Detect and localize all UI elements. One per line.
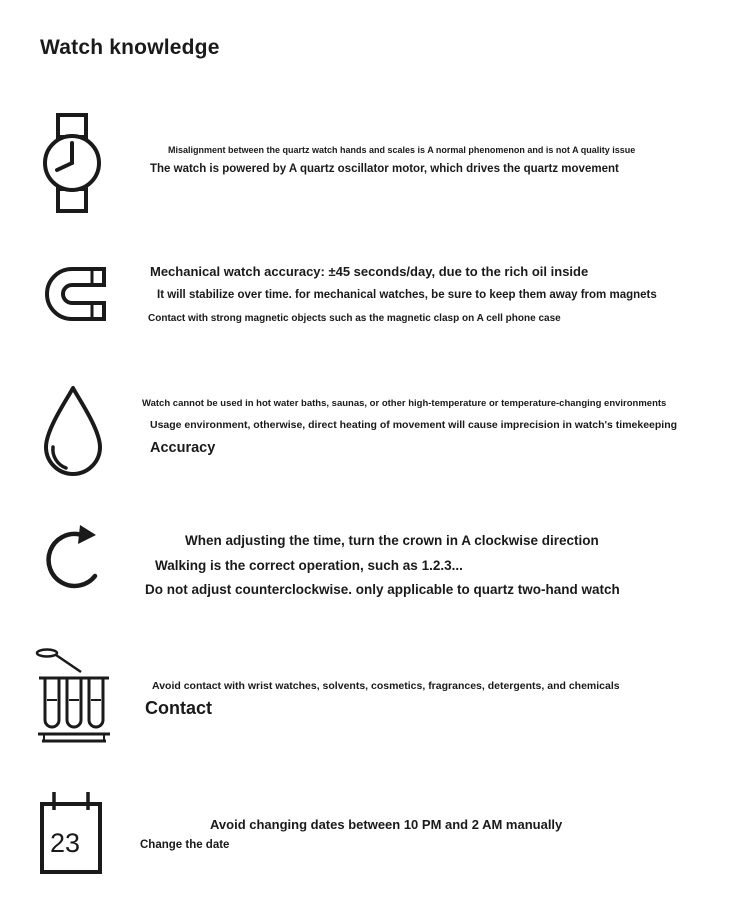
info-line: Walking is the correct operation, such as 1.2.3... (155, 558, 463, 573)
wristwatch-icon (42, 112, 102, 219)
info-line: Avoid contact with wrist watches, solvents, cosmetics, fragrances, detergents, and chemicals (152, 680, 620, 692)
section-heading: Accuracy (150, 440, 216, 456)
info-line: The watch is powered by A quartz oscillator motor, which drives the quartz movement (150, 163, 619, 175)
calendar-icon (38, 788, 104, 883)
section-time-adjustment (0, 520, 750, 615)
calendar-day: 23 (49, 828, 81, 858)
test-tubes-icon (34, 642, 114, 751)
section-magnetism (0, 262, 750, 342)
info-line: Contact with strong magnetic objects such as the magnetic clasp on A cell phone case (148, 313, 561, 324)
info-line: Mechanical watch accuracy: ±45 seconds/day, due to the rich oil inside (150, 264, 589, 279)
section-date-change (0, 786, 750, 886)
water-drop-icon (38, 384, 108, 485)
info-line: It will stabilize over time. for mechanical watches, be sure to keep them away from magnets (157, 289, 657, 301)
section-temperature (0, 384, 750, 494)
info-line: Change the date (140, 839, 230, 851)
section-chemicals (0, 642, 750, 757)
section-quartz-movement (0, 112, 750, 232)
magnet-icon (42, 264, 108, 331)
info-line: When adjusting the time, turn the crown in A clockwise direction (185, 533, 599, 548)
page-title: Watch knowledge (40, 36, 220, 59)
info-line: Avoid changing dates between 10 PM and 2 AM manually (210, 817, 563, 832)
info-line: Usage environment, otherwise, direct heating of movement will cause imprecision in watch's timekeeping (150, 419, 678, 431)
info-line: Watch cannot be used in hot water baths, saunas, or other high-temperature or temperature-changing environments (142, 398, 667, 409)
clockwise-rotation-icon (40, 522, 110, 601)
info-line: Do not adjust counterclockwise. only applicable to quartz two-hand watch (145, 582, 620, 597)
section-heading: Contact (145, 698, 212, 718)
info-line: Misalignment between the quartz watch hands and scales is A normal phenomenon and is not A quality issue (168, 145, 636, 155)
